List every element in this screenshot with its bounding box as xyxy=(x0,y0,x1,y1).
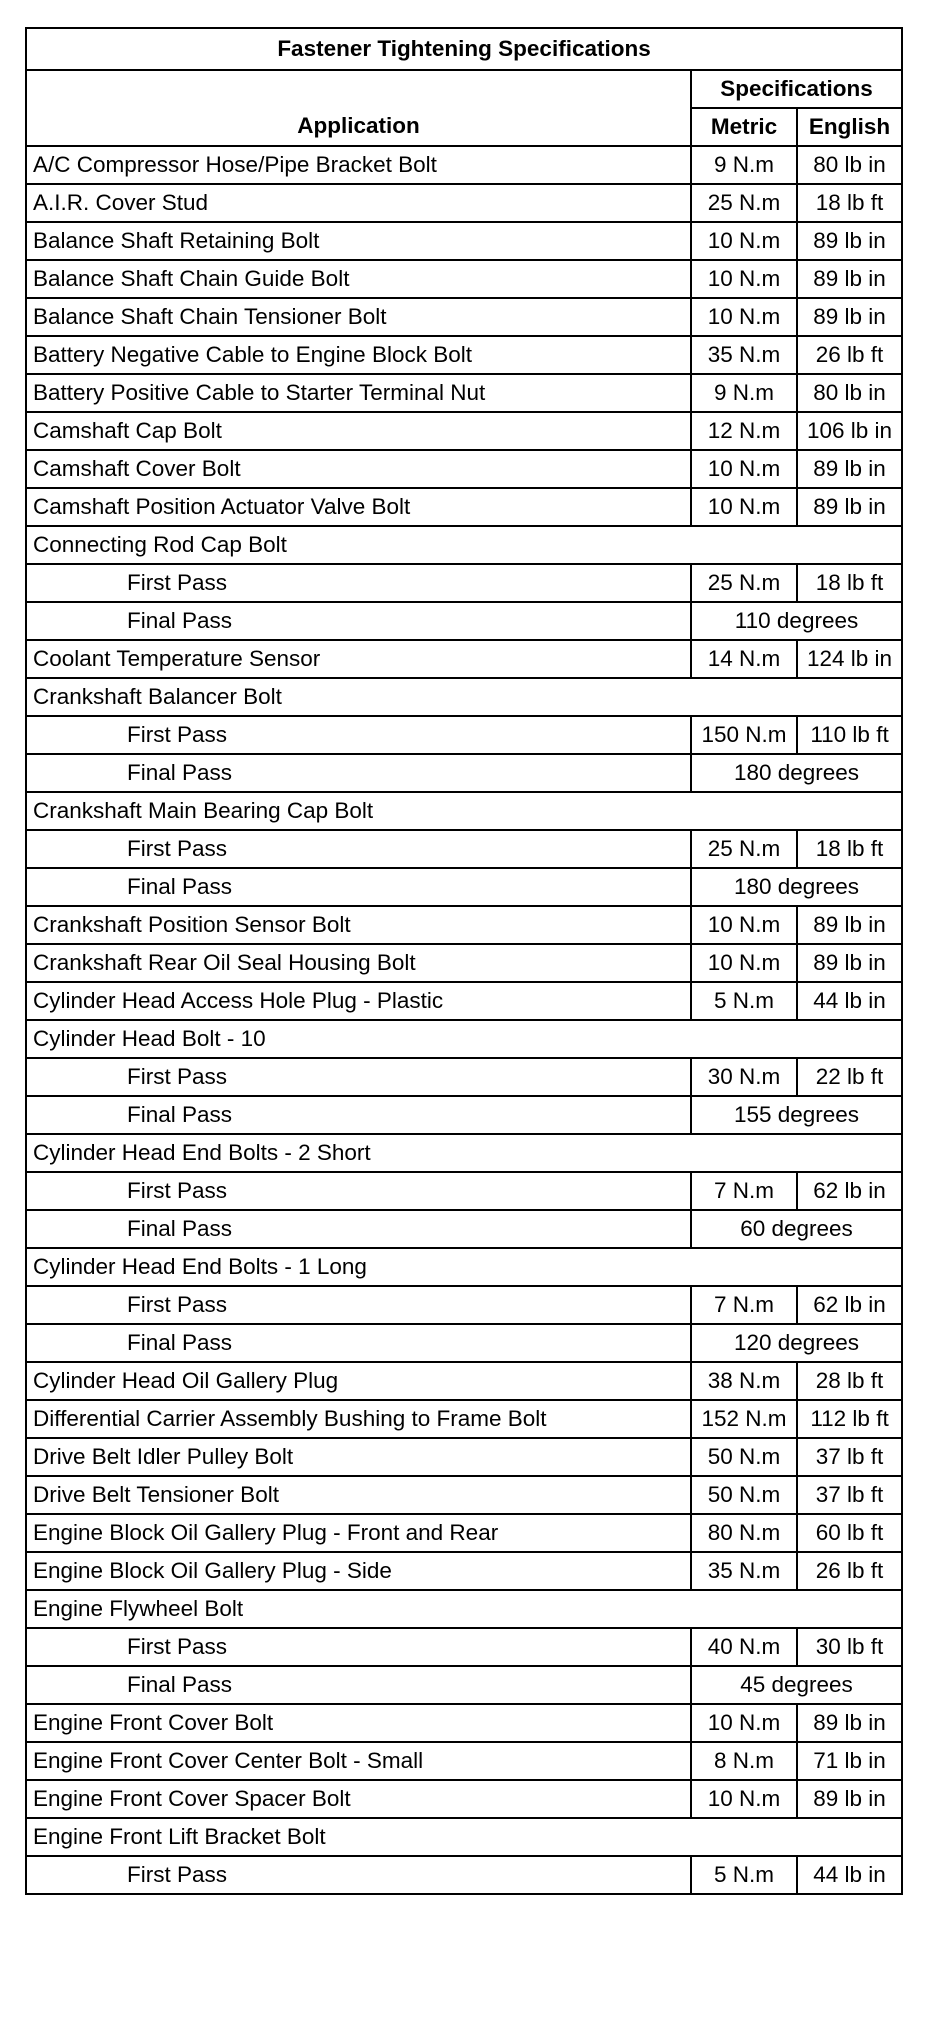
english-value: 89 lb in xyxy=(797,1780,902,1818)
table-row xyxy=(26,716,902,754)
metric-value: 10 N.m xyxy=(691,298,797,336)
metric-value: 12 N.m xyxy=(691,412,797,450)
metric-value: 38 N.m xyxy=(691,1362,797,1400)
table-row xyxy=(26,1020,902,1058)
table-row xyxy=(26,1248,902,1286)
group-label: Connecting Rod Cap Bolt xyxy=(26,526,902,564)
table-row xyxy=(26,1210,902,1248)
table-row xyxy=(26,678,902,716)
english-value: 80 lb in xyxy=(797,146,902,184)
metric-value: 10 N.m xyxy=(691,944,797,982)
table-row xyxy=(26,754,902,792)
english-value: 18 lb ft xyxy=(797,184,902,222)
table-row xyxy=(26,1856,902,1894)
sub-step-label: First Pass xyxy=(26,830,691,868)
metric-value: 10 N.m xyxy=(691,1704,797,1742)
application-label: Drive Belt Idler Pulley Bolt xyxy=(26,1438,691,1476)
table-row xyxy=(26,792,902,830)
table-row xyxy=(26,944,902,982)
metric-value: 150 N.m xyxy=(691,716,797,754)
angle-value: 60 degrees xyxy=(691,1210,902,1248)
metric-value: 40 N.m xyxy=(691,1628,797,1666)
specifications-header: Specifications xyxy=(691,70,902,108)
sub-step-label: First Pass xyxy=(26,564,691,602)
english-value: 44 lb in xyxy=(797,1856,902,1894)
application-label: Engine Block Oil Gallery Plug - Front and Rear xyxy=(26,1514,691,1552)
application-label: A.I.R. Cover Stud xyxy=(26,184,691,222)
metric-value: 7 N.m xyxy=(691,1172,797,1210)
application-label: Battery Positive Cable to Starter Terminal Nut xyxy=(26,374,691,412)
metric-value: 10 N.m xyxy=(691,488,797,526)
sub-step-label: First Pass xyxy=(26,1172,691,1210)
english-value: 30 lb ft xyxy=(797,1628,902,1666)
table-row xyxy=(26,1628,902,1666)
application-label: Coolant Temperature Sensor xyxy=(26,640,691,678)
english-value: 28 lb ft xyxy=(797,1362,902,1400)
application-label: Balance Shaft Chain Guide Bolt xyxy=(26,260,691,298)
metric-value: 10 N.m xyxy=(691,450,797,488)
application-label: Engine Front Cover Bolt xyxy=(26,1704,691,1742)
table-row xyxy=(26,1058,902,1096)
table-row xyxy=(26,906,902,944)
table-row xyxy=(26,1324,902,1362)
english-value: 89 lb in xyxy=(797,222,902,260)
metric-value: 25 N.m xyxy=(691,564,797,602)
metric-value: 25 N.m xyxy=(691,830,797,868)
sub-step-label: First Pass xyxy=(26,1286,691,1324)
english-value: 89 lb in xyxy=(797,906,902,944)
group-label: Engine Flywheel Bolt xyxy=(26,1590,902,1628)
application-label: Cylinder Head Access Hole Plug - Plastic xyxy=(26,982,691,1020)
metric-value: 5 N.m xyxy=(691,1856,797,1894)
application-label: Camshaft Cap Bolt xyxy=(26,412,691,450)
table-row xyxy=(26,526,902,564)
application-label: Drive Belt Tensioner Bolt xyxy=(26,1476,691,1514)
application-label: Balance Shaft Chain Tensioner Bolt xyxy=(26,298,691,336)
metric-value: 10 N.m xyxy=(691,1780,797,1818)
sub-step-label: First Pass xyxy=(26,1856,691,1894)
metric-value: 50 N.m xyxy=(691,1476,797,1514)
metric-value: 8 N.m xyxy=(691,1742,797,1780)
angle-value: 120 degrees xyxy=(691,1324,902,1362)
english-value: 37 lb ft xyxy=(797,1438,902,1476)
english-value: 44 lb in xyxy=(797,982,902,1020)
metric-value: 9 N.m xyxy=(691,146,797,184)
group-label: Cylinder Head End Bolts - 1 Long xyxy=(26,1248,902,1286)
english-value: 62 lb in xyxy=(797,1286,902,1324)
english-value: 124 lb in xyxy=(797,640,902,678)
sub-step-label: Final Pass xyxy=(26,1096,691,1134)
title-row xyxy=(26,28,902,70)
metric-value: 30 N.m xyxy=(691,1058,797,1096)
table-row xyxy=(26,222,902,260)
english-header: English xyxy=(797,108,902,146)
application-label: Battery Negative Cable to Engine Block Bolt xyxy=(26,336,691,374)
angle-value: 155 degrees xyxy=(691,1096,902,1134)
english-value: 112 lb ft xyxy=(797,1400,902,1438)
english-value: 26 lb ft xyxy=(797,1552,902,1590)
english-value: 37 lb ft xyxy=(797,1476,902,1514)
application-label: Cylinder Head Oil Gallery Plug xyxy=(26,1362,691,1400)
sub-step-label: Final Pass xyxy=(26,602,691,640)
metric-value: 10 N.m xyxy=(691,906,797,944)
table-row xyxy=(26,260,902,298)
application-label: Camshaft Cover Bolt xyxy=(26,450,691,488)
application-label: Engine Front Cover Spacer Bolt xyxy=(26,1780,691,1818)
table-row xyxy=(26,298,902,336)
metric-value: 152 N.m xyxy=(691,1400,797,1438)
angle-value: 110 degrees xyxy=(691,602,902,640)
english-value: 62 lb in xyxy=(797,1172,902,1210)
application-label: Crankshaft Rear Oil Seal Housing Bolt xyxy=(26,944,691,982)
metric-value: 50 N.m xyxy=(691,1438,797,1476)
english-value: 18 lb ft xyxy=(797,564,902,602)
english-value: 71 lb in xyxy=(797,1742,902,1780)
table-row xyxy=(26,184,902,222)
sub-step-label: Final Pass xyxy=(26,1210,691,1248)
english-value: 106 lb in xyxy=(797,412,902,450)
application-label: Camshaft Position Actuator Valve Bolt xyxy=(26,488,691,526)
angle-value: 45 degrees xyxy=(691,1666,902,1704)
group-label: Crankshaft Main Bearing Cap Bolt xyxy=(26,792,902,830)
angle-value: 180 degrees xyxy=(691,754,902,792)
table-row xyxy=(26,488,902,526)
english-value: 89 lb in xyxy=(797,260,902,298)
table-row xyxy=(26,602,902,640)
english-value: 89 lb in xyxy=(797,944,902,982)
angle-value: 180 degrees xyxy=(691,868,902,906)
sub-step-label: Final Pass xyxy=(26,1324,691,1362)
application-label: Balance Shaft Retaining Bolt xyxy=(26,222,691,260)
metric-value: 10 N.m xyxy=(691,260,797,298)
application-label: Differential Carrier Assembly Bushing to Frame Bolt xyxy=(26,1400,691,1438)
table-row xyxy=(26,336,902,374)
group-label: Cylinder Head End Bolts - 2 Short xyxy=(26,1134,902,1172)
table-row xyxy=(26,1438,902,1476)
metric-value: 80 N.m xyxy=(691,1514,797,1552)
table-row xyxy=(26,1818,902,1856)
english-value: 80 lb in xyxy=(797,374,902,412)
table-row xyxy=(26,1286,902,1324)
sub-step-label: Final Pass xyxy=(26,1666,691,1704)
metric-value: 35 N.m xyxy=(691,336,797,374)
metric-value: 9 N.m xyxy=(691,374,797,412)
table-row xyxy=(26,982,902,1020)
table-row xyxy=(26,1362,902,1400)
english-value: 89 lb in xyxy=(797,298,902,336)
application-label: Engine Front Cover Center Bolt - Small xyxy=(26,1742,691,1780)
table-row xyxy=(26,1552,902,1590)
application-label: Crankshaft Position Sensor Bolt xyxy=(26,906,691,944)
metric-value: 10 N.m xyxy=(691,222,797,260)
sub-step-label: Final Pass xyxy=(26,754,691,792)
table-row xyxy=(26,1780,902,1818)
sub-step-label: First Pass xyxy=(26,716,691,754)
sub-step-label: First Pass xyxy=(26,1058,691,1096)
sub-step-label: First Pass xyxy=(26,1628,691,1666)
header-row-1 xyxy=(26,70,902,108)
application-label: Engine Block Oil Gallery Plug - Side xyxy=(26,1552,691,1590)
table-row xyxy=(26,1476,902,1514)
english-value: 60 lb ft xyxy=(797,1514,902,1552)
table-row xyxy=(26,1666,902,1704)
table-row xyxy=(26,1096,902,1134)
group-label: Engine Front Lift Bracket Bolt xyxy=(26,1818,902,1856)
group-label: Cylinder Head Bolt - 10 xyxy=(26,1020,902,1058)
table-row xyxy=(26,1172,902,1210)
table-row xyxy=(26,146,902,184)
table-row xyxy=(26,450,902,488)
table-row xyxy=(26,1514,902,1552)
metric-value: 5 N.m xyxy=(691,982,797,1020)
table-title: Fastener Tightening Specifications xyxy=(26,28,902,70)
table-row xyxy=(26,868,902,906)
fastener-spec-table xyxy=(25,27,903,1895)
group-label: Crankshaft Balancer Bolt xyxy=(26,678,902,716)
metric-value: 25 N.m xyxy=(691,184,797,222)
english-value: 89 lb in xyxy=(797,1704,902,1742)
metric-value: 14 N.m xyxy=(691,640,797,678)
english-value: 18 lb ft xyxy=(797,830,902,868)
table-row xyxy=(26,564,902,602)
table-row xyxy=(26,1704,902,1742)
table-row xyxy=(26,640,902,678)
table-row xyxy=(26,374,902,412)
metric-value: 35 N.m xyxy=(691,1552,797,1590)
metric-value: 7 N.m xyxy=(691,1286,797,1324)
table-row xyxy=(26,1400,902,1438)
table-row xyxy=(26,1134,902,1172)
spec-table-body xyxy=(26,146,902,1894)
application-header: Application xyxy=(26,70,691,146)
english-value: 89 lb in xyxy=(797,450,902,488)
sub-step-label: Final Pass xyxy=(26,868,691,906)
table-row xyxy=(26,1742,902,1780)
english-value: 89 lb in xyxy=(797,488,902,526)
english-value: 26 lb ft xyxy=(797,336,902,374)
table-row xyxy=(26,1590,902,1628)
english-value: 22 lb ft xyxy=(797,1058,902,1096)
application-label: A/C Compressor Hose/Pipe Bracket Bolt xyxy=(26,146,691,184)
table-row xyxy=(26,830,902,868)
table-row xyxy=(26,412,902,450)
english-value: 110 lb ft xyxy=(797,716,902,754)
metric-header: Metric xyxy=(691,108,797,146)
